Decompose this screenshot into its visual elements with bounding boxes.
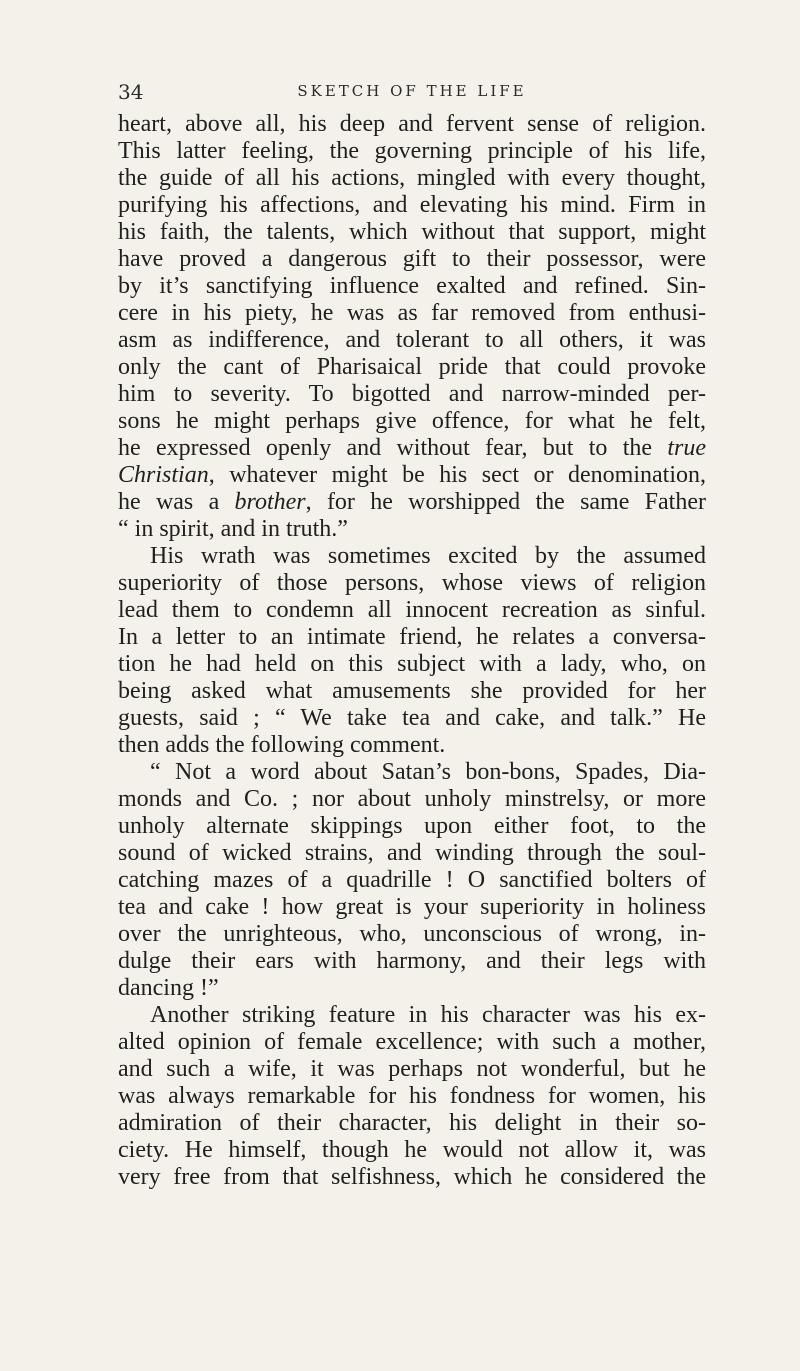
text-line: him to severity. To bigotted and narrow-minded per- <box>118 381 706 407</box>
text-line: sound of wicked strains, and winding through the soul- <box>118 840 706 866</box>
text-segment: , for he worshipped the same Father <box>305 489 706 515</box>
text-line: the guide of all his actions, mingled with every thought, <box>118 165 706 191</box>
text-line: unholy alternate skippings upon either foot, to the <box>118 813 706 839</box>
text-line: asm as indifference, and tolerant to all others, it was <box>118 327 706 353</box>
text-line: cere in his piety, he was as far removed from enthusi- <box>118 300 706 326</box>
text-line <box>118 435 706 462</box>
text-line: catching mazes of a quadrille ! O sanctified bolters of <box>118 867 706 893</box>
text-line <box>118 489 706 516</box>
text-line: dulge their ears with harmony, and their legs with <box>118 948 706 974</box>
text-line: heart, above all, his deep and fervent sense of religion. <box>118 111 706 137</box>
page-header <box>118 80 706 112</box>
text-line: was always remarkable for his fondness for women, his <box>118 1083 706 1109</box>
text-line: superiority of those persons, whose views of religion <box>118 570 706 596</box>
text-line: guests, said ; “ We take tea and cake, and talk.” He <box>118 705 706 731</box>
text-line: This latter feeling, the governing principle of his life, <box>118 138 706 164</box>
text-line: have proved a dangerous gift to their possessor, were <box>118 246 706 272</box>
text-line: only the cant of Pharisaical pride that could provoke <box>118 354 706 380</box>
text-line: by it’s sanctifying influence exalted and refined. Sin- <box>118 273 706 299</box>
italic-text: Christian <box>118 462 209 488</box>
text-line <box>118 462 706 489</box>
body-text <box>118 111 706 1191</box>
text-line: over the unrighteous, who, unconscious of wrong, in- <box>118 921 706 947</box>
text-line: monds and Co. ; nor about unholy minstrelsy, or more <box>118 786 706 812</box>
text-line: alted opinion of female excellence; with such a mother, <box>118 1029 706 1055</box>
text-line: dancing !” <box>118 975 219 1001</box>
text-line: very free from that selfishness, which he considered the <box>118 1164 706 1190</box>
text-line: His wrath was sometimes excited by the assumed <box>150 543 706 569</box>
text-line: tion he had held on this subject with a lady, who, on <box>118 651 706 677</box>
text-line: ciety. He himself, though he would not allow it, was <box>118 1137 706 1163</box>
text-line: tea and cake ! how great is your superiority in holiness <box>118 894 706 920</box>
text-line: purifying his affections, and elevating his mind. Firm in <box>118 192 706 218</box>
page-number: 34 <box>118 80 144 104</box>
text-line: lead them to condemn all innocent recreation as sinful. <box>118 597 706 623</box>
text-segment: he expressed openly and without fear, but to the <box>118 435 668 461</box>
text-line: “ in spirit, and in truth.” <box>118 516 348 542</box>
text-line: being asked what amusements she provided for her <box>118 678 706 704</box>
text-line: his faith, the talents, which without that support, might <box>118 219 706 245</box>
text-line: then adds the following comment. <box>118 732 446 758</box>
text-line: Another striking feature in his character was his ex- <box>150 1002 706 1028</box>
text-line: In a letter to an intimate friend, he relates a conversa- <box>118 624 706 650</box>
running-title: SKETCH OF THE LIFE <box>297 82 527 100</box>
text-line: “ Not a word about Satan’s bon-bons, Spades, Dia- <box>150 759 706 785</box>
text-line: admiration of their character, his delight in their so- <box>118 1110 706 1136</box>
italic-text: brother <box>234 489 306 515</box>
italic-text: true <box>667 435 706 461</box>
text-segment: he was a <box>118 489 235 515</box>
text-segment: , whatever might be his sect or denomination, <box>208 462 706 488</box>
text-line: sons he might perhaps give offence, for what he felt, <box>118 408 706 434</box>
text-line: and such a wife, it was perhaps not wonderful, but he <box>118 1056 706 1082</box>
